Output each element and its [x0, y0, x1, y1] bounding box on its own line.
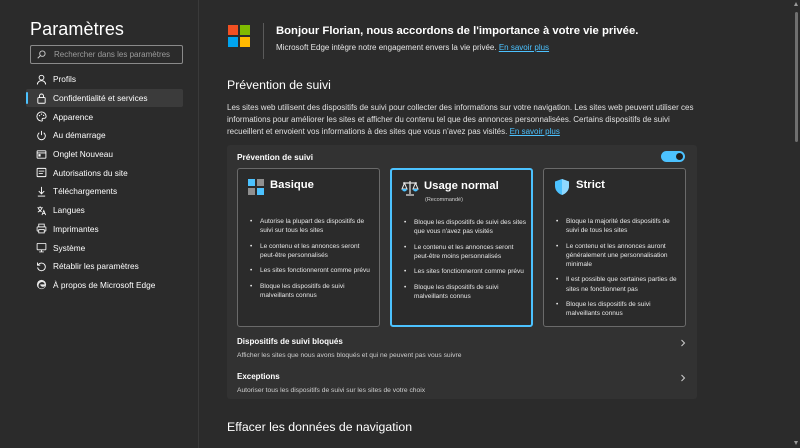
exceptions-row[interactable] — [237, 372, 687, 394]
sidebar-item-system[interactable] — [26, 238, 183, 257]
edge-icon — [36, 279, 47, 290]
sidebar-item-label: Téléchargements — [53, 186, 118, 197]
sidebar-item-label: Apparence — [53, 111, 94, 122]
blocked-trackers-subtitle: Afficher les sites que nous avons bloqués et qui ne peuvent pas vous suivre — [237, 352, 462, 359]
tracking-card-title: Prévention de suivi — [237, 152, 314, 162]
exceptions-subtitle: Autoriser tous les dispositifs de suivi sur les sites de votre choix — [237, 387, 426, 394]
option-bullet: • Le contenu et les annonces auront généralement une personnalisation minimale — [556, 242, 681, 270]
option-bullet: • Bloque les dispositifs de suivi des sites que vous n'avez pas visités — [404, 218, 529, 236]
language-icon — [36, 205, 47, 216]
sidebar-item-languages[interactable] — [26, 201, 183, 220]
search-icon — [37, 50, 46, 59]
recommended-badge: (Recommandé) — [425, 197, 463, 203]
site-permissions-icon — [36, 167, 47, 178]
banner-subtitle-text: Microsoft Edge intègre notre engagement envers la vie privée. — [276, 43, 497, 52]
sidebar-item-site-permissions[interactable] — [26, 163, 183, 182]
sidebar-item-label: Au démarrage — [53, 130, 106, 141]
sidebar-item-reset[interactable] — [26, 257, 183, 276]
sidebar-item-appearance[interactable] — [26, 107, 183, 126]
blocked-trackers-title: Dispositifs de suivi bloqués — [237, 337, 343, 346]
sidebar-item-label: Confidentialité et services — [53, 93, 148, 104]
tracking-description-text: Les sites web utilisent des dispositifs de suivi pour collecter des informations sur votre navigation. Les sites web peuvent utiliser ces informations pour améliorer les sites et afficher du contenu tel que des annonces personnalisées. Certains dispositifs de suivi recueillent et envoient vos informations à des sites que vous n'avez pas visités. — [227, 103, 694, 136]
settings-nav — [26, 70, 183, 294]
settings-sidebar — [0, 0, 199, 448]
search-input[interactable] — [54, 50, 182, 59]
option-balanced[interactable] — [390, 168, 533, 327]
banner-title: Bonjour Florian, nous accordons de l'importance à votre vie privée. — [276, 25, 639, 37]
settings-title: Paramètres — [30, 19, 125, 39]
option-strict[interactable] — [543, 168, 686, 327]
option-bullets — [556, 217, 681, 325]
option-title: Basique — [270, 179, 314, 191]
scroll-down-arrow-icon[interactable] — [794, 441, 798, 445]
sidebar-item-new-tab[interactable] — [26, 145, 183, 164]
settings-search-box[interactable] — [30, 45, 183, 64]
person-icon — [36, 74, 47, 85]
sidebar-item-profiles[interactable] — [26, 70, 183, 89]
sidebar-item-label: Système — [53, 242, 86, 253]
option-bullet: • Les sites fonctionneront comme prévu — [404, 267, 529, 276]
sidebar-item-about[interactable] — [26, 276, 183, 295]
option-bullets — [404, 218, 529, 307]
privacy-banner — [227, 25, 702, 59]
printer-icon — [36, 223, 47, 234]
option-bullet: • Bloque les dispositifs de suivi malveillants connus — [250, 282, 375, 300]
reset-icon — [36, 261, 47, 272]
option-basic[interactable] — [237, 168, 380, 327]
option-bullet: • Le contenu et les annonces seront peut-être moins personnalisés — [404, 243, 529, 261]
option-bullets — [250, 217, 375, 306]
balance-scale-icon — [401, 179, 419, 197]
option-title: Usage normal — [424, 180, 499, 192]
download-icon — [36, 186, 47, 197]
palette-icon — [36, 111, 47, 122]
microsoft-logo-icon — [228, 25, 250, 47]
option-bullet: • Bloque les dispositifs de suivi malveillants connus — [404, 283, 529, 301]
sidebar-item-label: Autorisations du site — [53, 167, 128, 178]
chevron-right-icon — [679, 339, 687, 347]
banner-divider — [263, 23, 264, 59]
banner-subtitle — [276, 43, 549, 52]
blocked-trackers-row[interactable] — [237, 337, 687, 359]
tracking-learn-more-link[interactable]: En savoir plus — [509, 127, 560, 136]
sidebar-item-printers[interactable] — [26, 220, 183, 239]
option-bullet: • Bloque les dispositifs de suivi malveillants connus — [556, 300, 681, 318]
tracking-description — [227, 102, 707, 138]
tracking-prevention-toggle[interactable] — [661, 151, 685, 162]
scroll-up-arrow-icon[interactable] — [794, 2, 798, 6]
basic-blocks-icon — [247, 178, 265, 196]
system-icon — [36, 242, 47, 253]
option-bullet: • Autorise la plupart des dispositifs de suivi sur tous les sites — [250, 217, 375, 235]
exceptions-title: Exceptions — [237, 372, 280, 381]
tab-icon — [36, 149, 47, 160]
option-bullet: • Bloque la majorité des dispositifs de suivi de tous les sites — [556, 217, 681, 235]
sidebar-item-downloads[interactable] — [26, 182, 183, 201]
sidebar-item-label: Onglet Nouveau — [53, 149, 113, 160]
vertical-scrollbar[interactable] — [793, 0, 800, 448]
tracking-heading: Prévention de suivi — [227, 78, 331, 92]
lock-icon — [36, 93, 47, 104]
sidebar-item-privacy[interactable] — [26, 89, 183, 108]
tracking-prevention-card — [227, 145, 697, 399]
option-title: Strict — [576, 179, 605, 191]
option-bullet: • Il est possible que certaines parties de sites ne fonctionnent pas — [556, 275, 681, 293]
sidebar-item-label: Imprimantes — [53, 223, 99, 234]
clear-data-heading: Effacer les données de navigation — [227, 420, 413, 434]
settings-main — [200, 0, 800, 448]
shield-icon — [553, 178, 571, 196]
sidebar-item-label: Profils — [53, 74, 77, 85]
option-bullet: • Les sites fonctionneront comme prévu — [250, 266, 375, 275]
option-bullet: • Le contenu et les annonces seront peut-être personnalisés — [250, 242, 375, 260]
chevron-right-icon — [679, 374, 687, 382]
sidebar-item-label: Langues — [53, 205, 85, 216]
sidebar-item-label: Rétablir les paramètres — [53, 261, 139, 272]
sidebar-item-label: À propos de Microsoft Edge — [53, 279, 156, 290]
power-icon — [36, 130, 47, 141]
banner-learn-more-link[interactable]: En savoir plus — [498, 43, 550, 52]
scrollbar-thumb[interactable] — [795, 12, 798, 142]
sidebar-item-startup[interactable] — [26, 126, 183, 145]
